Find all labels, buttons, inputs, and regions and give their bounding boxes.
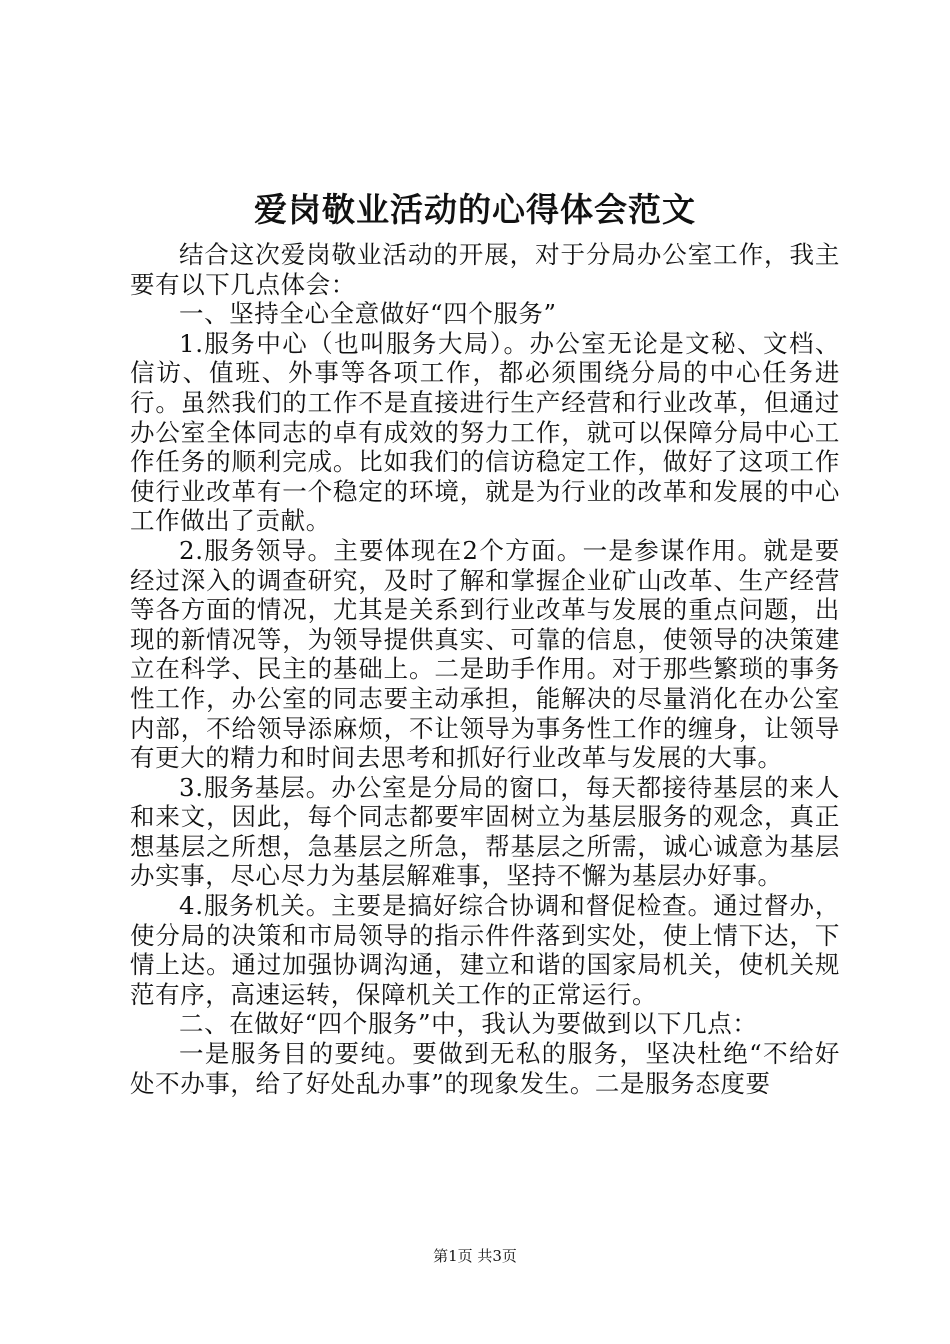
paragraph-service-purpose: 一是服务目的要纯。要做到无私的服务，坚决杜绝“不给好处不办事，给了好处乱办事”的现象发生。二是服务态度要 bbox=[130, 1039, 840, 1098]
document-title: 爱岗敬业活动的心得体会范文 bbox=[254, 190, 696, 229]
paragraph-service-leadership: 2.服务领导。主要体现在2个方面。一是参谋作用。就是要经过深入的调查研究，及时了解和掌握企业矿山改革、生产经营等各方面的情况，尤其是关系到行业改革与发展的重点问题，出现的新情况等，为领导提供真实、可靠的信息，使领导的决策建立在科学、民主的基础上。二是助手作用。对于那些繁琐的事务性工作，办公室的同志要主动承担，能解决的尽量消化在办公室内部，不给领导添麻烦，不让领导为事务性工作的缠身，让领导有更大的精力和时间去思考和抓好行业改革与发展的大事。 bbox=[130, 535, 840, 773]
document-body bbox=[130, 240, 840, 1098]
paragraph-service-center: 1.服务中心（也叫服务大局）。办公室无论是文秘、文档、信访、值班、外事等各项工作，都必须围绕分局的中心任务进行。虽然我们的工作不是直接进行生产经营和行业改革，但通过办公室全体同志的卓有成效的努力工作，就可以保障分局中心工作任务的顺利完成。比如我们的信访稳定工作，做好了这项工作使行业改革有一个稳定的环境，就是为行业的改革和发展的中心工作做出了贡献。 bbox=[130, 328, 840, 536]
section-heading-2: 二、在做好“四个服务”中，我认为要做到以下几点： bbox=[179, 1009, 758, 1039]
paragraph-service-organs: 4.服务机关。主要是搞好综合协调和督促检查。通过督办，使分局的决策和市局领导的指示件件落到实处，使上情下达，下情上达。通过加强协调沟通，建立和谐的国家局机关，使机关规范有序，高速运转，保障机关工作的正常运行。 bbox=[130, 891, 840, 1009]
page-number-footer: 第1页 共3页 bbox=[433, 1247, 517, 1265]
section-heading-1: 一、坚持全心全意做好“四个服务” bbox=[179, 299, 557, 329]
paragraph-intro: 结合这次爱岗敬业活动的开展，对于分局办公室工作，我主要有以下几点体会： bbox=[130, 240, 840, 299]
paragraph-service-grassroots: 3.服务基层。办公室是分局的窗口，每天都接待基层的来人和来文，因此，每个同志都要牢固树立为基层服务的观念，真正想基层之所想，急基层之所急，帮基层之所需，诚心诚意为基层办实事，尽心尽力为基层解难事，坚持不懈为基层办好事。 bbox=[130, 772, 840, 891]
